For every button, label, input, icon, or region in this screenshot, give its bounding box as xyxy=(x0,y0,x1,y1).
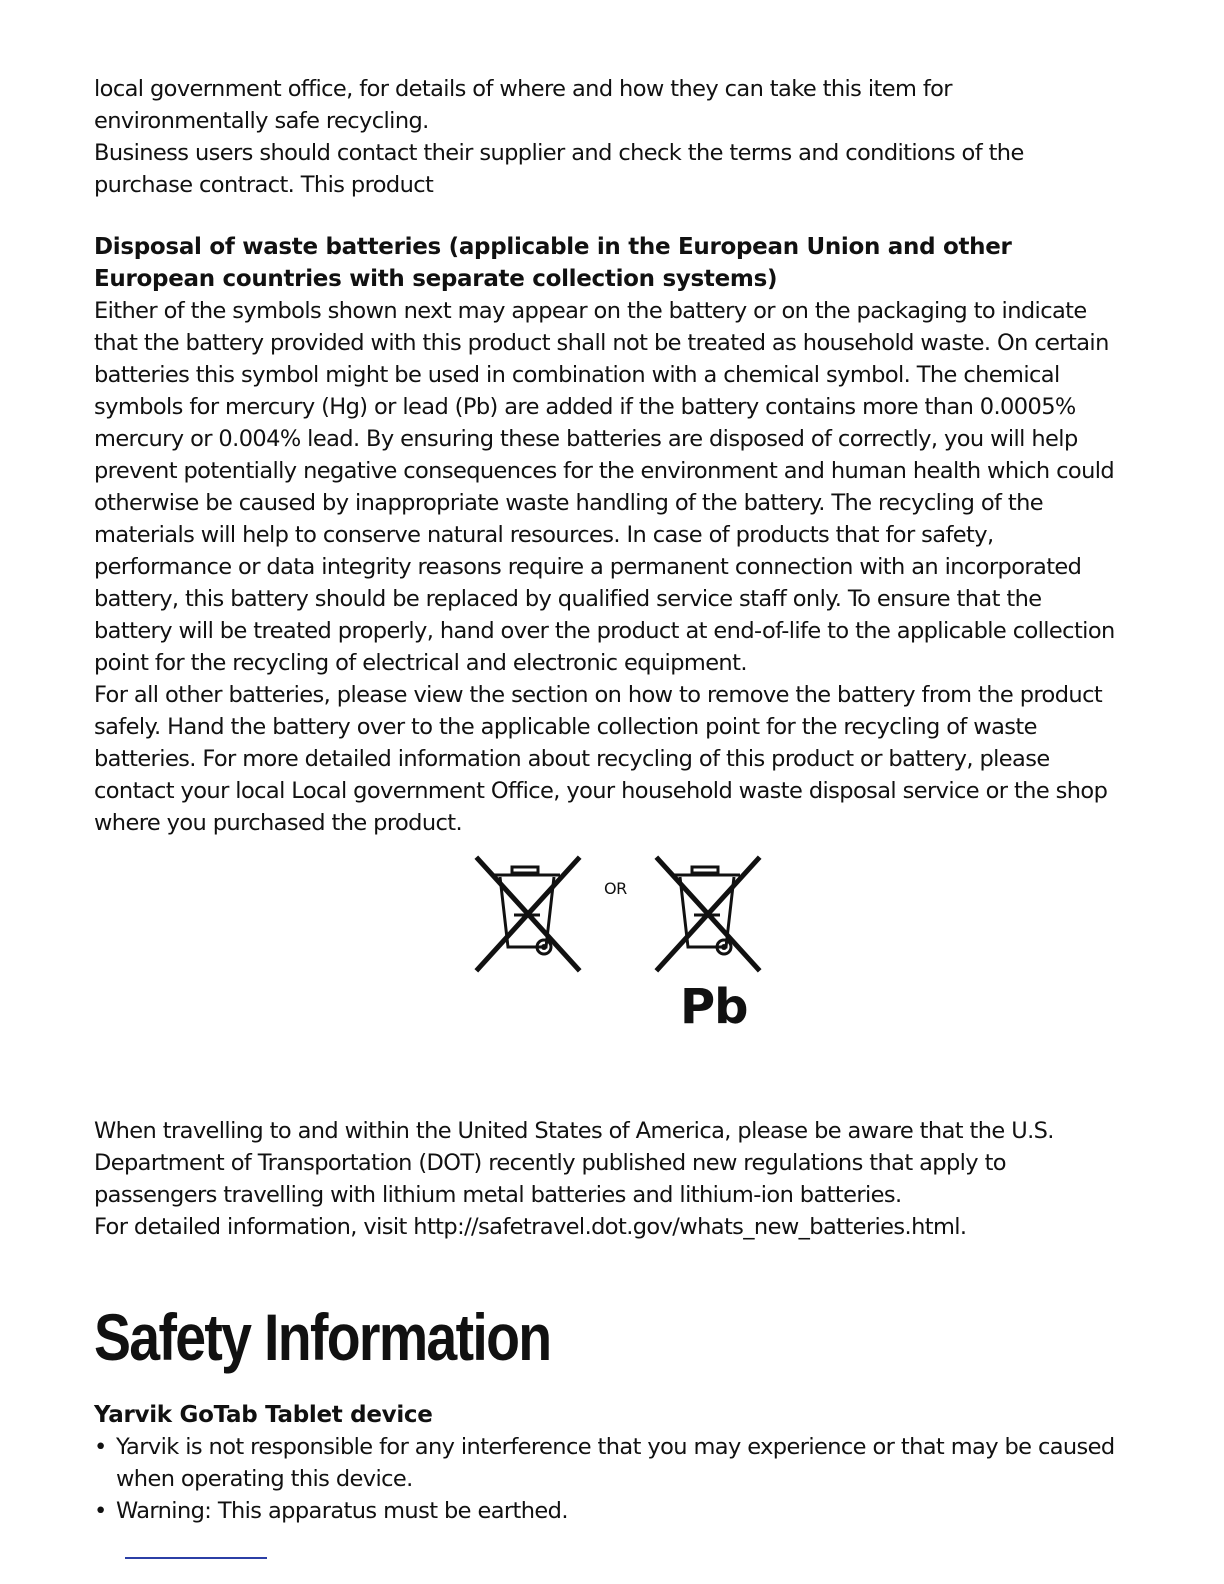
crossed-out-wheelie-bin-icon xyxy=(474,855,582,973)
battery-disposal-heading: Disposal of waste batteries (applicable in the European Union and other European countries with separate collection systems) xyxy=(94,234,1012,292)
dot-paragraph-1: When travelling to and within the United States of America, please be aware that the U.S. Department of Transportation (DOT) recently published new regulations that apply to passengers travelling with lithium metal batteries and lithium-ion batteries. xyxy=(94,1118,1054,1208)
battery-disposal-paragraph-1: Either of the symbols shown next may appear on the battery or on the packaging to indicate that the battery provided with this product shall not be treated as household waste. On certain batteries this symbol might be used in combination with a chemical symbol. The chemical symbols for mercury (Hg) or lead (Pb) are added if the battery contains more than 0.0005% mercury or 0.004% lead. By ensuring these batteries are disposed of correctly, you will help prevent potentially negative consequences for the environment and human health which could otherwise be caused by inappropriate waste handling of the battery. The recycling of the materials will help to conserve natural resources. In case of products that for safety, performance or data integrity reasons require a permanent connection with an incorporated battery, this battery should be replaced by qualified service staff only. To ensure that the battery will be treated properly, hand over the product at end-of-life to the applicable collection point for the recycling of electrical and electronic equipment. xyxy=(94,298,1115,676)
list-item: • Warning: This apparatus must be earthed. xyxy=(94,1495,1124,1527)
battery-disposal-paragraph-2: For all other batteries, please view the section on how to remove the battery from the product safely. Hand the battery over to the applicable collection point for the recycling of waste batteries. For more detailed information about recycling of this product or battery, please contact your local Local government Office, your household waste disposal service or the shop where you purchased the product. xyxy=(94,682,1108,836)
safety-list xyxy=(94,1431,1124,1527)
dot-paragraph-2: For detailed information, visit http://safetravel.dot.gov/whats_new_batteries.html. xyxy=(94,1214,967,1240)
device-subheading: Yarvik GoTab Tablet device xyxy=(94,1402,433,1428)
safety-information-title: Safety Information xyxy=(94,1300,551,1374)
crossed-out-wheelie-bin-icon xyxy=(654,855,762,973)
document-page xyxy=(94,73,1124,1527)
disposal-symbols xyxy=(94,855,1124,1055)
intro-paragraph-1: local government office, for details of where and how they can take this item for environmentally safe recycling. xyxy=(94,76,952,134)
lead-chemical-symbol: Pb xyxy=(680,979,748,1035)
footer-rule xyxy=(125,1557,267,1559)
or-label: OR xyxy=(604,879,627,898)
intro-paragraph-2: Business users should contact their supplier and check the terms and conditions of the purchase contract. This product xyxy=(94,140,1024,198)
list-item: • Yarvik is not responsible for any interference that you may experience or that may be caused when operating this device. xyxy=(94,1431,1124,1495)
